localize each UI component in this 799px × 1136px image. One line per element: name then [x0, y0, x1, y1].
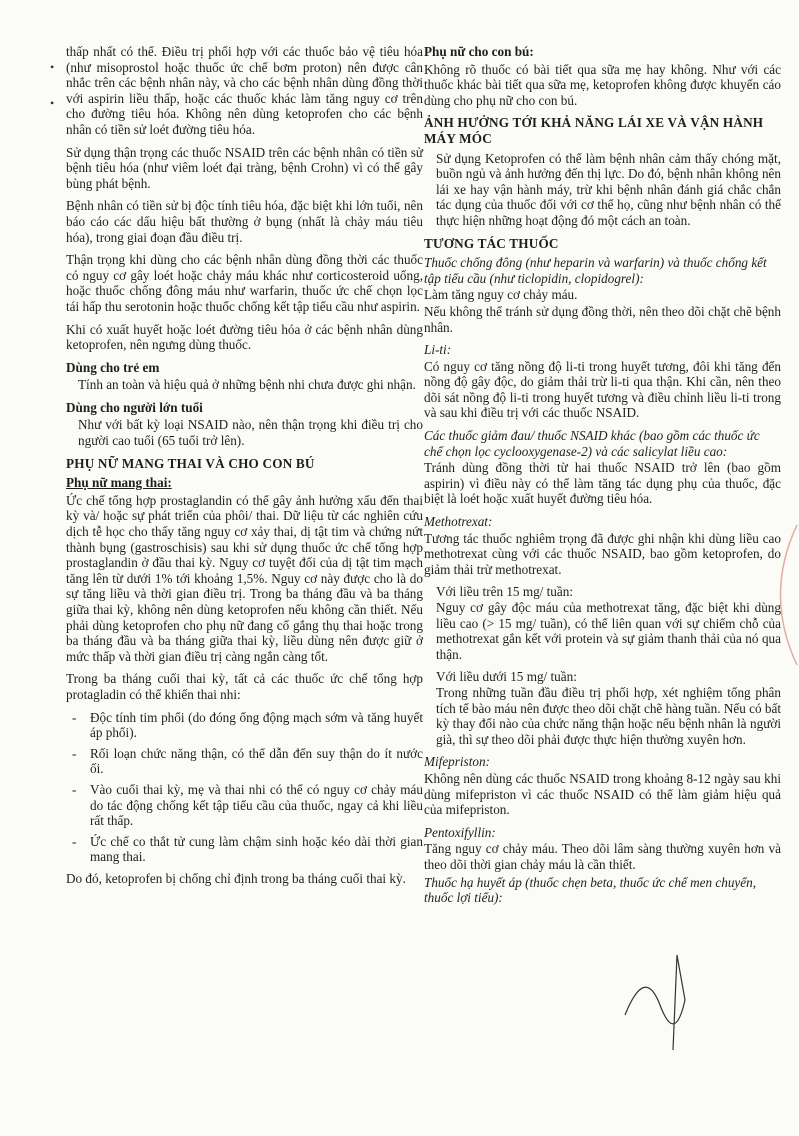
bullet-list: [66, 710, 423, 865]
paragraph: Thận trọng khi dùng cho các bệnh nhân dùng đồng thời các thuốc có nguy cơ gây loét hoặc chảy máu khác như corticosteroid uống, hoặc thuốc chống đông máu như warfarin, thuốc ức chế chọn lọc tái hấp thu serotonin hoặc thuốc chống kết tập tiểu cầu như aspirin.: [66, 252, 423, 314]
list-item: - Rối loạn chức năng thận, có thể dẫn đến suy thận do ít nước ối.: [66, 746, 423, 777]
left-column: [66, 44, 423, 894]
right-column: [424, 44, 781, 907]
paragraph: Có nguy cơ tăng nồng độ li-ti trong huyết tương, đôi khi tăng đến nồng độ gây độc, do giảm thải trừ li-ti qua thận. Khi cần, nên theo dõi sát nồng độ li-ti trong huyết tương và điều chỉnh liều li-ti trong và sau khi điều trị với các thuốc NSAID.: [424, 358, 781, 421]
paragraph: Tăng nguy cơ chảy máu. Theo dõi lâm sàng thường xuyên hơn và theo dõi thời gian chảy máu là cần thiết.: [424, 841, 781, 872]
paragraph: Nếu không thể tránh sử dụng đồng thời, nên theo dõi chặt chẽ bệnh nhân.: [424, 303, 781, 335]
subheading-antihypertensives: Thuốc hạ huyết áp (thuốc chẹn beta, thuốc ức chế men chuyển, thuốc lợi tiểu):: [424, 874, 757, 906]
paragraph: Không rõ thuốc có bài tiết qua sữa mẹ hay không. Như với các thuốc khác bài tiết qua sữa mẹ, ketoprofen không được khuyến cáo dùng cho phụ nữ cho con bú.: [424, 61, 781, 108]
heading-interactions: TƯƠNG TÁC THUỐC: [424, 235, 559, 251]
paragraph: Trong ba tháng cuối thai kỳ, tất cả các thuốc ức chế tổng hợp protagladin có thể khiến thai nhi:: [66, 671, 423, 702]
margin-mark: •: [50, 96, 55, 110]
paragraph: Không nên dùng các thuốc NSAID trong khoảng 8-12 ngày sau khi dùng mifepriston vì các thuốc NSAID có thể làm giảm hiệu quả của mifepriston.: [424, 770, 781, 818]
heading-children: Dùng cho trẻ em: [66, 359, 160, 375]
subheading-anticoagulants: Thuốc chống đông (như heparin và warfarin) và thuốc chống kết tập tiểu cầu (như ticlopidin, clopidogrel):: [424, 255, 767, 286]
subheading-lithium: Li-ti:: [424, 342, 452, 358]
paragraph: Làm tăng nguy cơ chảy máu.: [424, 287, 578, 303]
paragraph: thấp nhất có thể. Điều trị phối hợp với các thuốc bảo vệ tiêu hóa (như misoprostol hoặc thuốc ức chế bơm proton) nên được cân nhắc trên các bệnh nhân này, và cho các bệnh nhân dùng đồng thời với aspirin liều thấp, hoặc các thuốc khác làm tăng nguy cơ trên cho đường tiêu hóa. Không nên dùng ketoprofen cho các bệnh nhân có tiền sử loét đường tiêu hóa.: [66, 44, 423, 137]
paragraph: Sử dụng Ketoprofen có thể làm bệnh nhân cảm thấy chóng mặt, buồn ngủ và ảnh hưởng đến thị lực. Do đó, bệnh nhân không nên lái xe hay vận hành máy, trừ khi bệnh nhân đánh giá chắc chắn tác dụng của thuốc đối với cơ thể họ, cũng như bệnh nhân có thể thực hiện những hoạt động đó một cách an toàn.: [436, 150, 781, 228]
mtx-low-dose-label: Với liều dưới 15 mg/ tuần:: [436, 669, 577, 685]
subheading-nsaids: Các thuốc giảm đau/ thuốc NSAID khác (bao gồm các thuốc ức chế chọn lọc cyclooxygenase-2) và các salicylat liều cao:: [424, 428, 760, 459]
paragraph: Bệnh nhân có tiền sử bị độc tính tiêu hóa, đặc biệt khi lớn tuổi, nên báo cáo các dấu hiệu bất thường ở bụng (nhất là chảy máu tiêu hóa), trong giai đoạn đầu điều trị.: [66, 198, 423, 245]
paragraph: Sử dụng thận trọng các thuốc NSAID trên các bệnh nhân có tiền sử bệnh tiêu hóa (như viêm loét đại tràng, bệnh Crohn) vì có thể gây bùng phát bệnh.: [66, 144, 423, 191]
paragraph: Tính an toàn và hiệu quả ở những bệnh nhi chưa được ghi nhận.: [78, 377, 416, 393]
paragraph: Nguy cơ gây độc máu của methotrexat tăng, đặc biệt khi dùng liều cao (> 15 mg/ tuần), có thể liên quan với sự chiếm chỗ của methotrexat gắn kết với protein và sự giảm thanh thải của nó qua thận.: [436, 600, 781, 662]
paragraph: Khi có xuất huyết hoặc loét đường tiêu hóa ở các bệnh nhân dùng ketoprofen, nên ngưng dùng thuốc.: [66, 321, 423, 353]
heading-elderly: Dùng cho người lớn tuổi: [66, 399, 203, 415]
list-item: - Độc tính tim phổi (do đóng ống động mạch sớm và tăng huyết áp phổi).: [66, 710, 423, 741]
heading-driving: ẢNH HƯỞNG TỚI KHẢ NĂNG LÁI XE VÀ VẬN HÀNH MÁY MÓC: [424, 115, 764, 146]
paragraph: Như với bất kỳ loại NSAID nào, nên thận trọng khi điều trị cho người cao tuổi (65 tuổi trở lên).: [78, 417, 423, 449]
list-item: - Vào cuối thai kỳ, mẹ và thai nhi có thể có nguy cơ chảy máu do tác động chống kết tập tiểu cầu của thuốc, ngay cả khi liều rất thấp.: [66, 782, 423, 829]
heading-lactating: Phụ nữ cho con bú:: [424, 44, 534, 59]
subheading-methotrexate: Methotrexat:: [424, 514, 493, 530]
mtx-high-dose-label: Với liều trên 15 mg/ tuần:: [436, 584, 573, 600]
signature-mark: [615, 945, 725, 1055]
stamp-fragment: [759, 520, 799, 670]
margin-mark: •: [50, 60, 55, 74]
subheading-mifepristone: Mifepriston:: [424, 754, 490, 770]
list-item: - Ức chế co thắt tử cung làm chậm sinh hoặc kéo dài thời gian mang thai.: [66, 834, 423, 865]
paragraph: Trong những tuần đầu điều trị phối hợp, xét nghiệm tổng phân tích tế bào máu nên được theo dõi chặt chẽ hàng tuần. Nếu có bất kỳ thay đổi nào của chức năng thận hoặc nếu bệnh nhân là người già, thì sự theo dõi phải được thực hiện thường xuyên hơn.: [436, 684, 781, 747]
paragraph: Tránh dùng đồng thời từ hai thuốc NSAID trở lên (bao gồm aspirin) vì điều này có thể làm tăng tác dụng phụ của thuốc, đặc biệt là loét hoặc xuất huyết đường tiêu hóa.: [424, 460, 781, 507]
paragraph: Do đó, ketoprofen bị chống chỉ định trong ba tháng cuối thai kỳ.: [66, 870, 406, 886]
heading-pregnant: Phụ nữ mang thai:: [66, 475, 172, 491]
subheading-pentoxifylline: Pentoxifyllin:: [424, 824, 496, 840]
paragraph: Tương tác thuốc nghiêm trọng đã được ghi nhận khi dùng liều cao methotrexat cùng với các thuốc NSAID, bao gồm ketoprofen, do giảm thải trừ methotrexat.: [424, 530, 781, 577]
heading-pregnancy-lactation: PHỤ NỮ MANG THAI VÀ CHO CON BÚ: [66, 455, 315, 471]
paragraph: Ức chế tổng hợp prostaglandin có thể gây ảnh hưởng xấu đến thai kỳ và/ hoặc sự phát triển của phôi/ thai. Dữ liệu từ các nghiên cứu dịch tễ học cho thấy tăng nguy cơ xảy thai, dị tật tim và chứng nứt thành bụng (gastroschisis) sau khi sử dụng thuốc ức chế tổng hợp prostaglandin ở đầu thai kỳ. Nguy cơ tuyệt đối của dị tật tim mạch tăng lên từ dưới 1% tới khoảng 1,5%. Nguy cơ này được cho là do sự tăng liều và thời gian điều trị. Trong ba tháng đầu và ba tháng giữa thai kỳ, không nên dùng ketoprofen nếu không cần thiết. Nếu phải dùng ketoprofen cho phụ nữ đang cố gắng thụ thai hoặc trong ba tháng đầu và ba tháng giữa thai kỳ, liều dùng nên được giữ ở mức thấp và thời gian điều trị càng ngắn càng tốt.: [66, 492, 423, 664]
